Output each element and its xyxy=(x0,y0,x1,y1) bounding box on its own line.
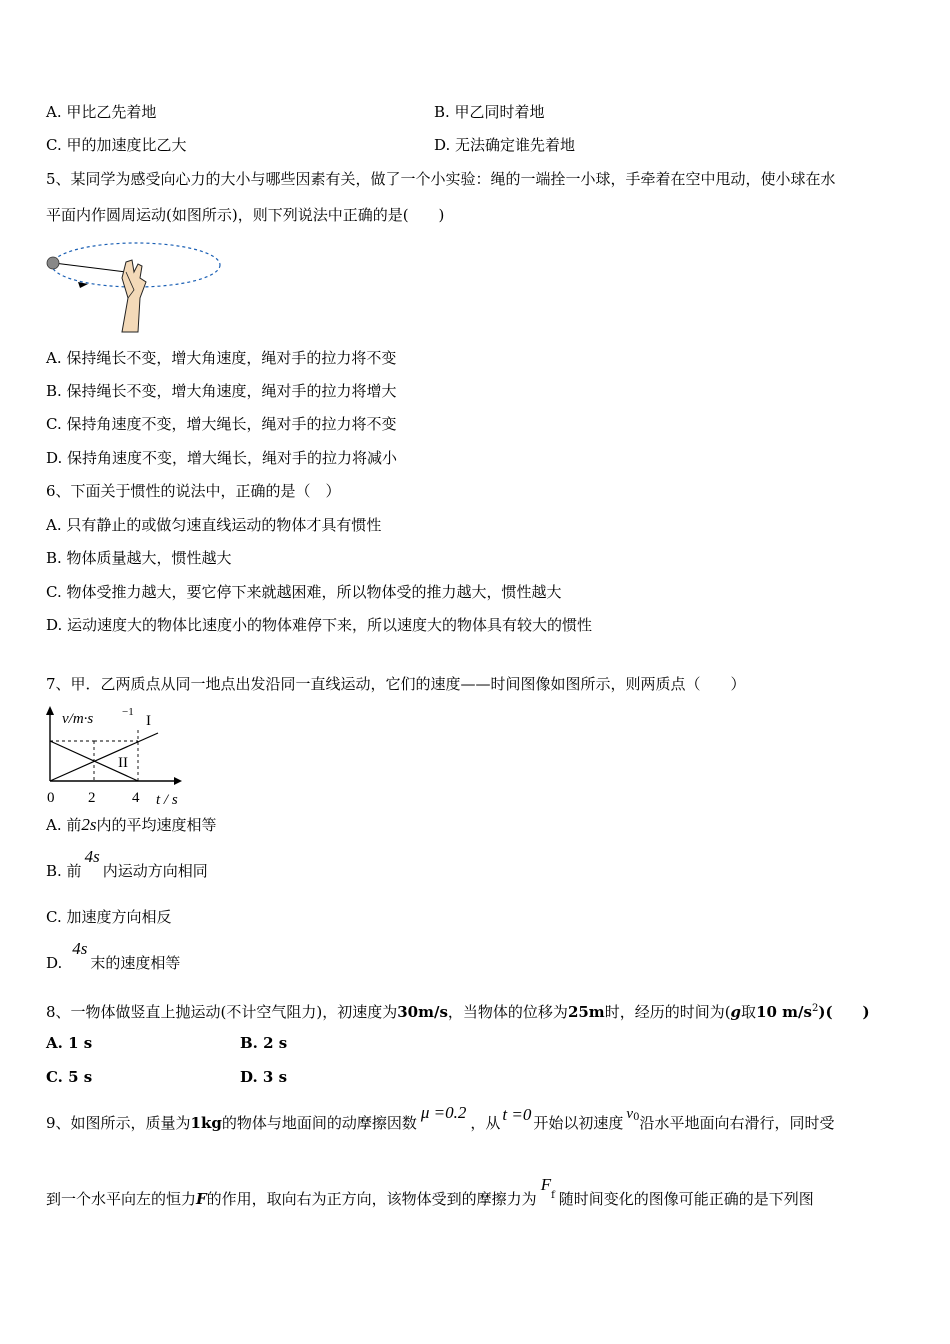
q4-option-d: D. 无法确定谁先着地 xyxy=(434,136,576,154)
q7-option-a-prefix: A. 前 xyxy=(46,816,82,834)
q8-displacement: 25m xyxy=(567,1003,605,1021)
y-axis-arrow-icon xyxy=(46,706,54,715)
q9-text-5: 沿水平地面向右滑行，同时受 xyxy=(639,1114,835,1132)
x-axis-label: t / s xyxy=(156,792,178,808)
q8-g-value: 10 m/s xyxy=(756,1003,812,1021)
q8-g-symbol: g xyxy=(730,1003,742,1021)
q7-option-b-prefix: B. 前 xyxy=(46,862,82,880)
line-II-label: II xyxy=(118,755,128,771)
line-I-label: I xyxy=(146,713,151,729)
q8-option-c: C. 5 s xyxy=(46,1068,93,1086)
q9-stem-line2 xyxy=(46,1175,814,1216)
q9-text-6: 到一个水平向左的恒力 xyxy=(46,1190,197,1208)
q7-option-d-math: 4s xyxy=(72,939,88,958)
q5-stem-line2: 平面内作圆周运动(如图所示)，则下列说法中正确的是( ) xyxy=(46,206,445,224)
q7-option-c: C. 加速度方向相反 xyxy=(46,908,172,926)
q5-option-b: B. 保持绳长不变，增大角速度，绳对手的拉力将增大 xyxy=(46,382,397,400)
q7-option-a-text: 内的平均速度相等 xyxy=(96,816,217,834)
q4-option-b: B. 甲乙同时着地 xyxy=(434,103,545,121)
q5-option-a: A. 保持绳长不变，增大角速度，绳对手的拉力将不变 xyxy=(46,349,397,367)
q5-stem-line1: 5、某同学为感受向心力的大小与哪些因素有关，做了一个小实验：绳的一端拴一小球，手牵着在空中甩动，使小球在水 xyxy=(46,170,836,188)
q9-text-7: 的作用，取向右为正方向，该物体受到的摩擦力为 xyxy=(206,1190,537,1208)
line-I xyxy=(50,733,158,781)
ball-icon xyxy=(47,257,59,269)
q9-initial-velocity-subscript: 0 xyxy=(633,1112,640,1123)
q9-friction-force-symbol: F xyxy=(540,1175,552,1194)
q8-g-exponent: 2 xyxy=(811,1003,819,1014)
q5-option-d: D. 保持角速度不变，增大绳长，绳对手的拉力将减小 xyxy=(46,449,398,467)
q5-figure-ball-on-string xyxy=(42,232,224,334)
x-tick-4: 4 xyxy=(132,790,140,806)
q8-option-a: A. 1 s xyxy=(46,1034,93,1052)
q7-velocity-time-graph xyxy=(42,703,192,809)
q9-friction-force-subscript: f xyxy=(551,1190,555,1201)
q7-option-d-prefix: D. xyxy=(46,954,63,972)
q9-text-2: 的物体与地面间的动摩擦因数 xyxy=(221,1114,417,1132)
q4-option-a: A. 甲比乙先着地 xyxy=(46,103,157,121)
q7-option-a-math: 2s xyxy=(81,815,97,834)
x-tick-0: 0 xyxy=(47,790,55,806)
q6-option-d: D. 运动速度大的物体比速度小的物体难停下来，所以速度大的物体具有较大的惯性 xyxy=(46,616,593,634)
q7-option-d-text: 末的速度相等 xyxy=(90,954,181,972)
q8-stem-text-3: 时，经历的时间为( xyxy=(604,1003,731,1021)
q6-option-b: B. 物体质量越大，惯性越大 xyxy=(46,549,232,567)
q7-stem: 7、甲．乙两质点从同一地点出发沿同一直线运动，它们的速度——时间图像如图所示，则两质点（ ） xyxy=(46,675,746,693)
q8-stem-text-4: 取 xyxy=(741,1003,757,1021)
q9-time-zero: t =0 xyxy=(502,1105,532,1124)
q4-option-c: C. 甲的加速度比乙大 xyxy=(46,136,187,154)
x-axis-arrow-icon xyxy=(174,777,182,785)
q7-option-b xyxy=(46,847,208,881)
q8-stem xyxy=(46,999,870,1022)
q8-stem-end: )( ) xyxy=(818,1003,870,1021)
q7-option-b-math: 4s xyxy=(84,847,100,866)
q9-text-3: ，从 xyxy=(470,1114,501,1132)
q9-text-1: 9、如图所示，质量为 xyxy=(46,1114,191,1132)
q6-stem: 6、下面关于惯性的说法中，正确的是（ ） xyxy=(46,482,341,500)
q9-initial-velocity-symbol: v xyxy=(626,1106,634,1122)
q8-stem-text: 8、一物体做竖直上抛运动(不计空气阻力)，初速度为 xyxy=(46,1003,398,1021)
q6-option-c: C. 物体受推力越大，要它停下来就越困难，所以物体受的推力越大，惯性越大 xyxy=(46,583,562,601)
q7-option-a xyxy=(46,815,217,835)
q9-stem-line1 xyxy=(46,1103,835,1140)
y-axis-label: v/m·s xyxy=(62,711,94,727)
x-tick-2: 2 xyxy=(88,790,96,806)
q8-initial-velocity: 30m/s xyxy=(397,1003,448,1021)
q8-stem-text-2: ，当物体的位移为 xyxy=(447,1003,568,1021)
q9-text-4: 开始以初速度 xyxy=(533,1114,624,1132)
q9-force-symbol: F xyxy=(196,1190,207,1208)
q8-option-b: B. 2 s xyxy=(240,1034,288,1052)
q9-text-8: 随时间变化的图像可能正确的是下列图 xyxy=(558,1190,814,1208)
q9-friction-coefficient: μ =0.2 xyxy=(420,1103,467,1122)
q6-option-a: A. 只有静止的或做匀速直线运动的物体才具有惯性 xyxy=(46,516,382,534)
y-axis-unit-exponent: −1 xyxy=(122,706,134,718)
q7-option-b-text: 内运动方向相同 xyxy=(102,862,208,880)
q8-option-d: D. 3 s xyxy=(240,1068,288,1086)
hand-icon xyxy=(122,260,146,332)
q5-option-c: C. 保持角速度不变，增大绳长，绳对手的拉力将不变 xyxy=(46,415,397,433)
string-line xyxy=(54,263,126,272)
q7-option-d xyxy=(46,939,181,973)
q9-mass: 1kg xyxy=(190,1114,222,1132)
